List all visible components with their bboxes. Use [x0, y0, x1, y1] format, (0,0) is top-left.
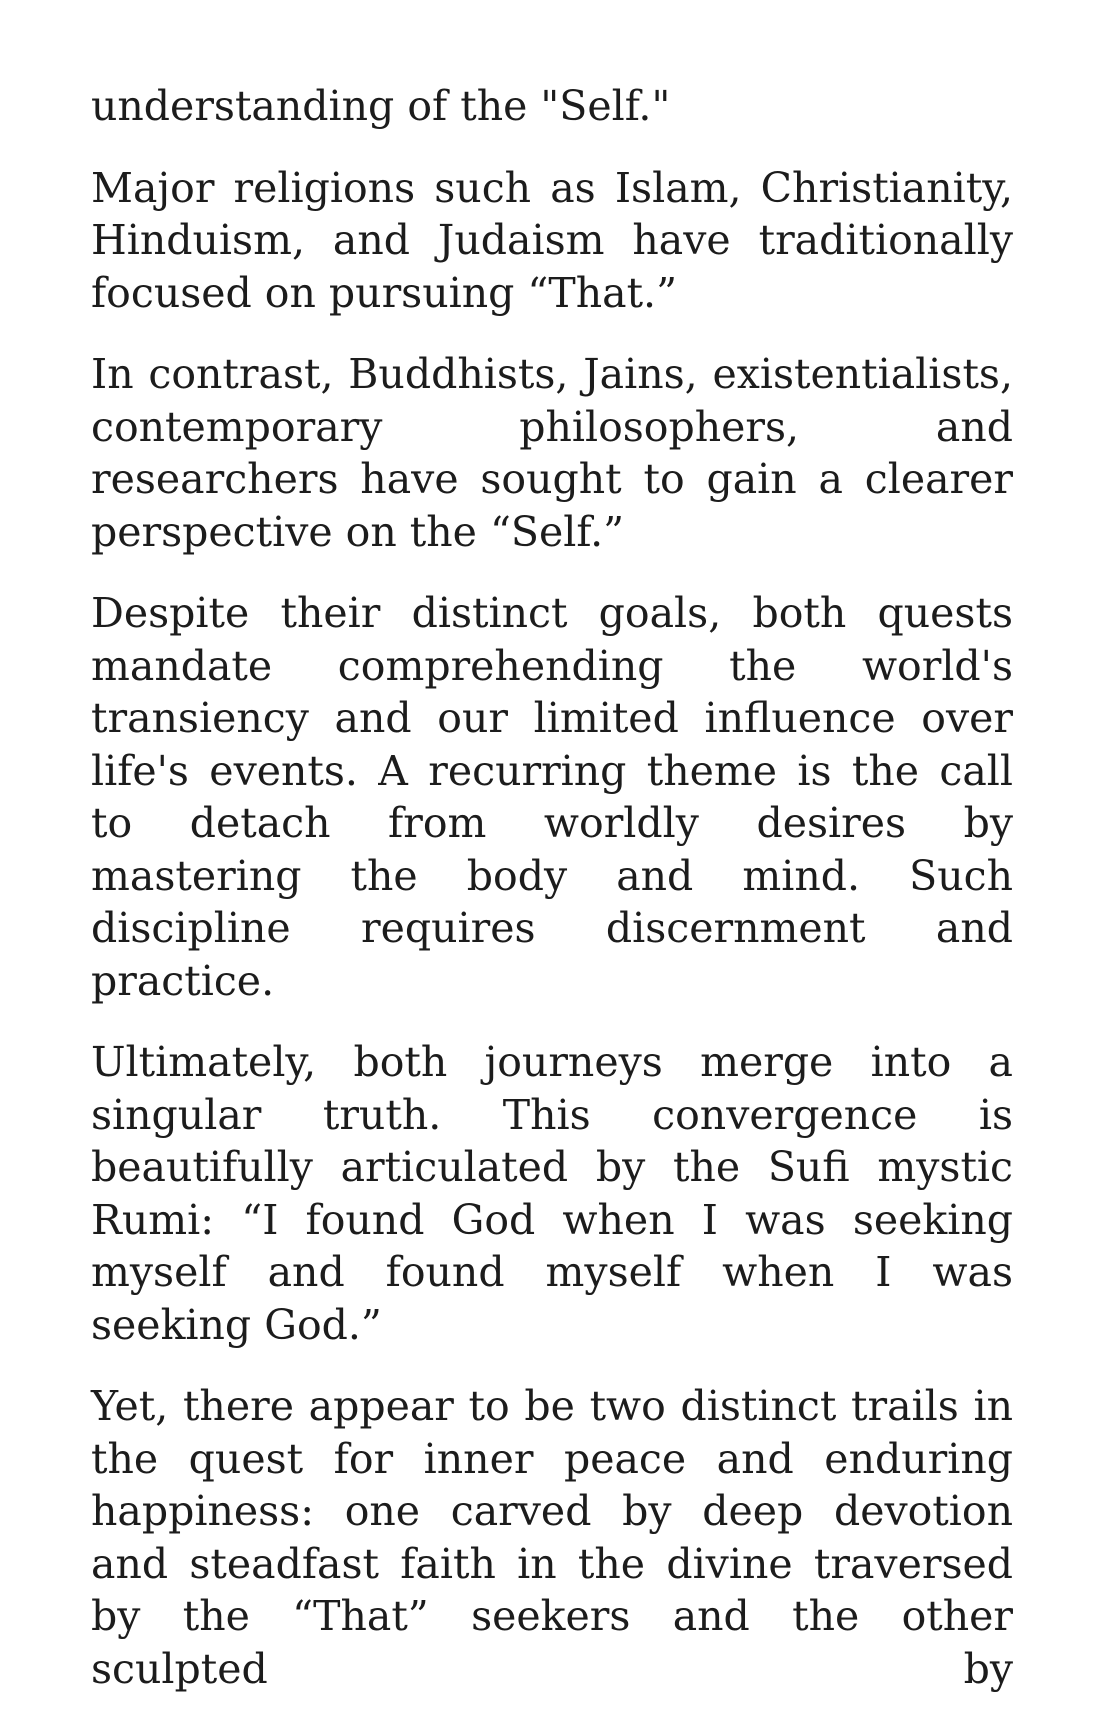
- reader-page: [91, 80, 1013, 1724]
- paragraph-6: Yet, there appear to be two distinct trails in the quest for inner peace and enduring happiness: one carved by deep devotion and steadfast faith in the divine traversed by the “That” seekers and the other sculpted by: [91, 1382, 1013, 1693]
- paragraph-3: In contrast, Buddhists, Jains, existentialists, contemporary philosophers, and researchers have sought to gain a clearer perspective on the “Self.”: [91, 350, 1013, 556]
- paragraph-2: Major religions such as Islam, Christianity, Hinduism, and Judaism have traditionally focused on pursuing “That.”: [91, 163, 1013, 317]
- paragraph-5: Ultimately, both journeys merge into a singular truth. This convergence is beautifully articulated by the Sufi mystic Rumi: “I found God when I was seeking myself and found myself when I was seeking God.”: [91, 1038, 1013, 1349]
- paragraph-4: Despite their distinct goals, both quests mandate comprehending the world's transiency and our limited influence over life's events. A recurring theme is the call to detach from worldly desires by mastering the body and mind. Such discipline requires discernment and practice.: [91, 589, 1013, 1005]
- paragraph-1: understanding of the "Self.": [91, 82, 671, 130]
